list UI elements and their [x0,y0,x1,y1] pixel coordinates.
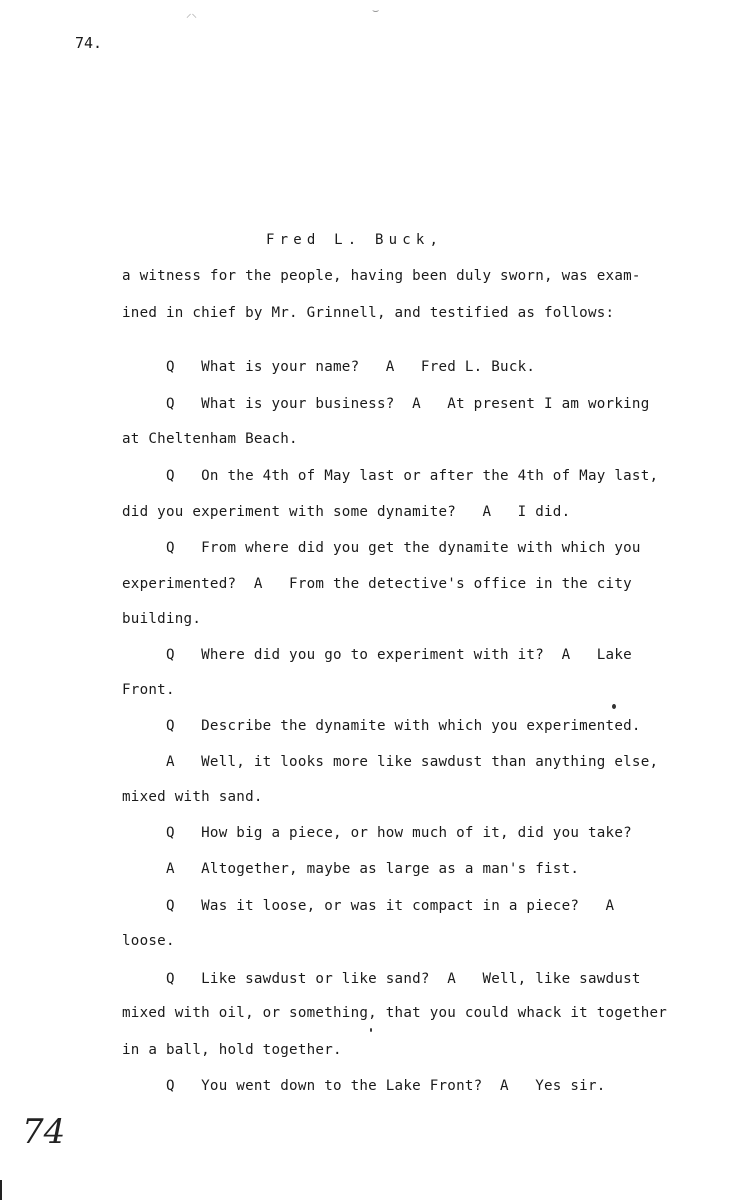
text-line: mixed with sand. [122,789,263,805]
text-line: Q What is your name? A Fred L. Buck. [122,359,536,375]
text-line: a witness for the people, having been duly sworn, was exam- [122,268,641,284]
scan-mark-icon: ⸝⸜ [186,7,197,20]
text-line: mixed with oil, or something, that you could whack it together [122,1005,668,1021]
text-line: Front. [122,682,175,698]
text-line: Q You went down to the Lake Front? A Yes sir. [122,1078,606,1094]
ink-speck [612,704,616,709]
text-line: experimented? A From the detective's office in the city [122,576,632,592]
text-line: A Altogether, maybe as large as a man's fist. [122,861,580,877]
scan-mark-icon: ⌣ [372,4,380,17]
text-line: Q From where did you get the dynamite with which you [122,540,641,556]
text-line: Q Like sawdust or like sand? A Well, like sawdust [122,971,641,987]
text-line: A Well, it looks more like sawdust than anything else, [122,754,659,770]
text-line: ined in chief by Mr. Grinnell, and testified as follows: [122,305,615,321]
ink-speck [370,1028,372,1032]
text-line: building. [122,611,202,627]
witness-heading: Fred L. Buck, [266,232,444,248]
text-line: Q Describe the dynamite with which you experimented. [122,718,641,734]
text-line: Q On the 4th of May last or after the 4th of May last, [122,468,659,484]
text-line: in a ball, hold together. [122,1042,342,1058]
text-line: loose. [122,933,175,949]
page-number: 74. [75,34,103,52]
text-line: Q Was it loose, or was it compact in a piece? A [122,898,615,914]
handwritten-page-number: 74 [22,1112,66,1152]
text-line: at Cheltenham Beach. [122,431,298,447]
text-line: Q How big a piece, or how much of it, did you take? [122,825,632,841]
text-line: Q Where did you go to experiment with it? A Lake [122,647,632,663]
text-line: did you experiment with some dynamite? A I did. [122,504,571,520]
scan-edge-mark [0,1180,2,1200]
text-line: Q What is your business? A At present I am working [122,396,650,412]
